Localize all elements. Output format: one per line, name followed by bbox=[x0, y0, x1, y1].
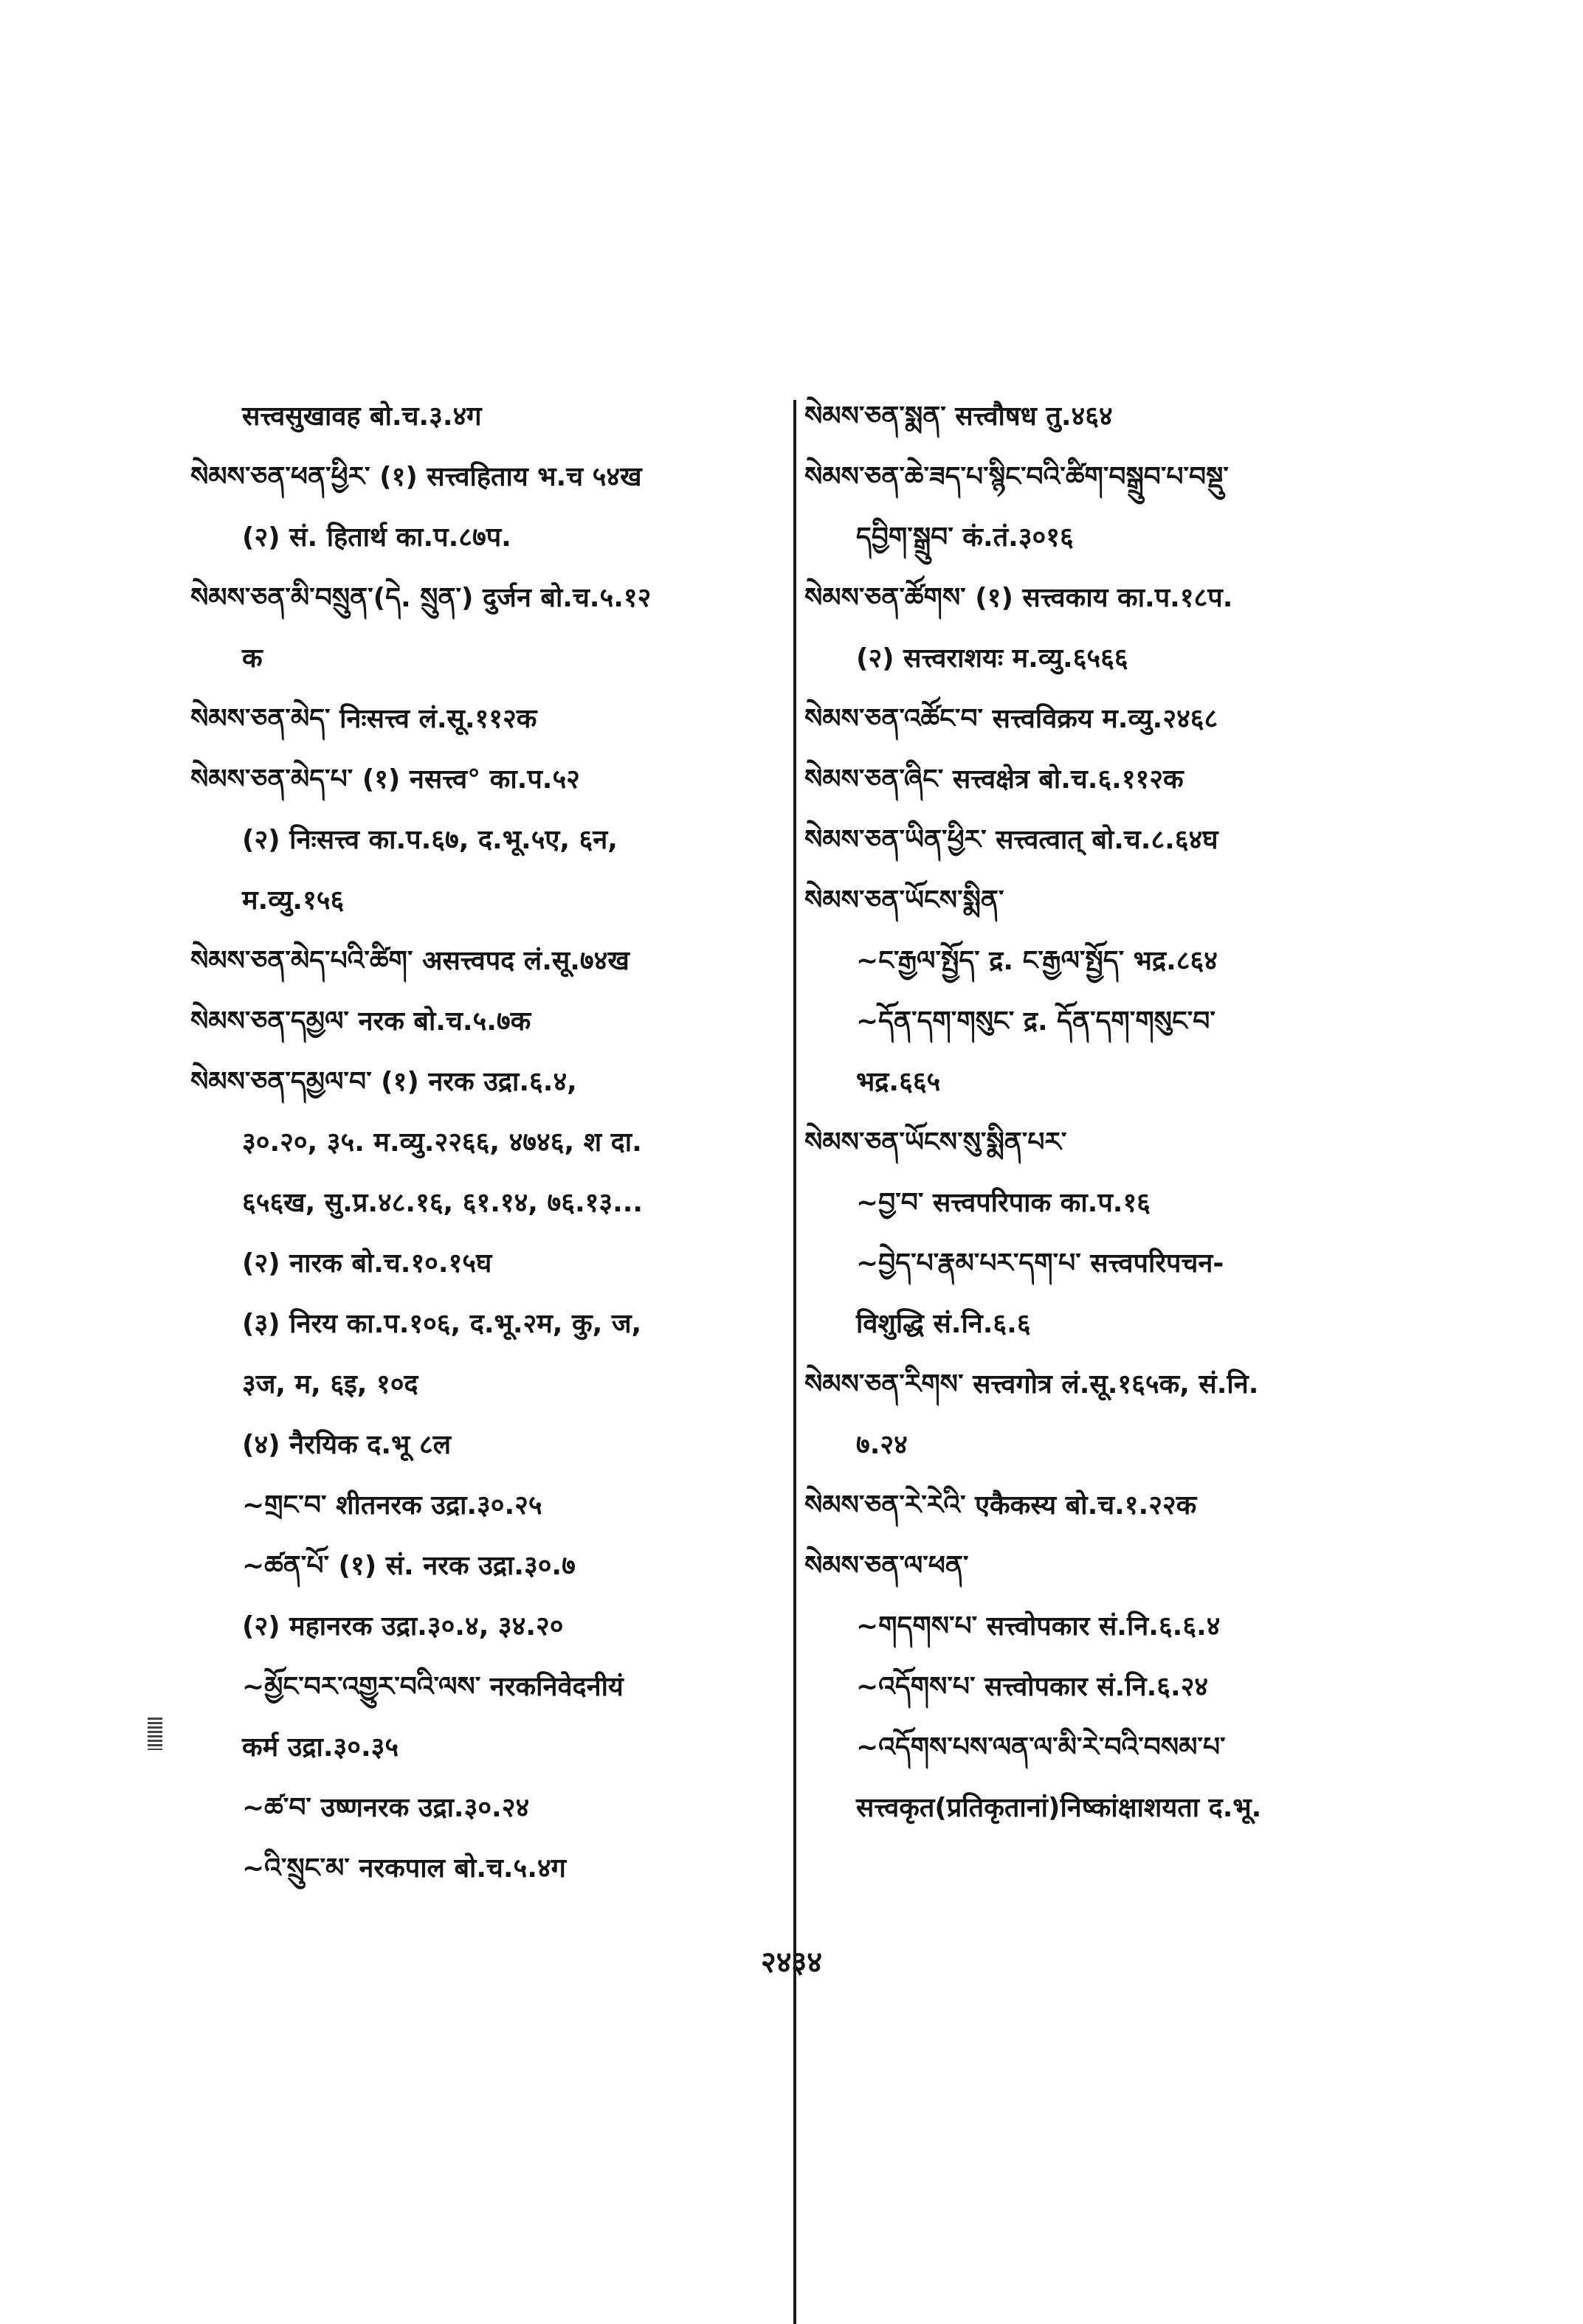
dictionary-entry-line: ३०.२०, ३५. म.व्यु.२२६६, ४७४६, श दा. bbox=[242, 1127, 642, 1158]
dictionary-entry-line: ~ང་རྒྱལ་སྤྱོད་ द्र. ང་རྒྱལ་སྤྱོད་ भद्र.८६४ bbox=[856, 946, 1218, 976]
dictionary-entry-line: (२) सत्त्वराशयः म.व्यु.६५६६ bbox=[856, 643, 1128, 674]
dictionary-entry-line: (२) निःसत्त्व का.प.६७, द.भू.५ए, ६न, bbox=[242, 825, 618, 855]
dictionary-entry-line: དབྱིག་སྒྲུབ་ कं.तं.३०१६ bbox=[856, 522, 1074, 553]
dictionary-entry-line: (३) निरय का.प.१०६, द.भू.२म, कु, ज, bbox=[242, 1309, 642, 1339]
dictionary-entry-line: སེམས་ཅན་མེད་ निःसत्त्व लं.सू.११२क bbox=[190, 704, 537, 734]
dictionary-entry-line: སེམས་ཅན་ཕན་ཕྱིར་ (१) सत्त्वहिताय भ.च ५४ख bbox=[190, 462, 642, 492]
dictionary-entry-line: (२) महानरक उद्रा.३०.४, ३४.२० bbox=[242, 1611, 564, 1642]
dictionary-entry-line: (२) नारक बो.च.१०.१५घ bbox=[242, 1248, 492, 1279]
dictionary-entry-line: སེམས་ཅན་ཡོངས་སུ་སྨིན་པར་ bbox=[804, 1127, 1067, 1158]
dictionary-entry-line: भद्र.६६५ bbox=[856, 1067, 941, 1097]
page-number: २४३४ bbox=[760, 1946, 823, 1979]
dictionary-entry-line: म.व्यु.१५६ bbox=[242, 885, 345, 916]
dictionary-entry-line: ~འདོགས་པ་ सत्त्वोपकार सं.नि.६.२४ bbox=[856, 1672, 1209, 1702]
margin-scan-mark bbox=[148, 1718, 162, 1750]
dictionary-entry-line: ~འི་སྲུང་མ་ नरकपाल बो.च.५.४ग bbox=[242, 1853, 566, 1884]
dictionary-entry-line: (२) सं. हितार्थ का.प.८७प. bbox=[242, 522, 511, 553]
dictionary-entry-line: ~འདོགས་པས་ལན་ལ་མི་རེ་བའི་བསམ་པ་ bbox=[856, 1732, 1226, 1763]
dictionary-entry-line: སེམས་ཅན་མི་བསྲུན་(དེ. སྲུན་) दुर्जन बो.च.५.१२ bbox=[190, 583, 652, 613]
dictionary-entry-line: ~བྱེད་པ་རྣམ་པར་དག་པ་ सत्त्वपरिपचन- bbox=[856, 1248, 1224, 1279]
dictionary-entry-line: སེམས་ཅན་ཡིན་ཕྱིར་ सत्त्वत्वात् बो.च.८.६४घ bbox=[804, 825, 1218, 855]
dictionary-entry-line: སེམས་ཅན་མེད་པ་ (१) नसत्त्व° का.प.५२ bbox=[190, 764, 580, 795]
dictionary-entry-line: ७.२४ bbox=[856, 1430, 908, 1460]
dictionary-entry-line: སེམས་ཅན་ཡོངས་སྨིན་ bbox=[804, 885, 1004, 916]
dictionary-entry-line: विशुद्धि सं.नि.६.६ bbox=[856, 1309, 1031, 1339]
dictionary-entry-line: ~ཚ་བ་ उष्णनरक उद्रा.३०.२४ bbox=[242, 1793, 530, 1823]
dictionary-entry-line: ३ज, म, ६इ, १०द bbox=[242, 1369, 418, 1400]
dictionary-entry-line: སེམས་ཅན་འཚོང་བ་ सत्त्वविक्रय म.व्यु.२४६८ bbox=[804, 704, 1218, 734]
dictionary-entry-line: སེམས་ཅན་ལ་ཕན་ bbox=[804, 1551, 969, 1581]
dictionary-entry-line: ६५६ख, सु.प्र.४८.१६, ६१.१४, ७६.१३... bbox=[242, 1188, 644, 1218]
dictionary-entry-line: སེམས་ཅན་དམྱལ་ नरक बो.च.५.७क bbox=[190, 1006, 531, 1037]
dictionary-entry-line: सत्त्वसुखावह बो.च.३.४ग bbox=[242, 401, 482, 432]
dictionary-entry-line: སེམས་ཅན་མེད་པའི་ཚིག་ असत्त्वपद लं.सू.७४ख bbox=[190, 946, 630, 976]
dictionary-entry-line: ~གདགས་པ་ सत्त्वोपकार सं.नि.६.६.४ bbox=[856, 1611, 1221, 1642]
dictionary-entry-line: སེམས་ཅན་རིགས་ सत्त्वगोत्र लं.सू.१६५क, सं.नि. bbox=[804, 1369, 1259, 1400]
dictionary-entry-line: (४) नैरयिक द.भू ८ल bbox=[242, 1430, 452, 1460]
dictionary-entry-line: སེམས་ཅན་དམྱལ་བ་ (१) नरक उद्रा.६.४, bbox=[190, 1067, 577, 1097]
dictionary-entry-line: སེམས་ཅན་ཞིང་ सत्त्वक्षेत्र बो.च.६.११२क bbox=[804, 764, 1184, 795]
dictionary-entry-line: सत्त्वकृत(प्रतिकृतानां)निष्कांक्षाशयता द.भू. bbox=[856, 1793, 1262, 1823]
dictionary-entry-line: སེམས་ཅན་སྨན་ सत्त्वौषध तु.४६४ bbox=[804, 401, 1113, 432]
dictionary-entry-line: ~གྲང་བ་ शीतनरक उद्रा.३०.२५ bbox=[242, 1490, 542, 1521]
dictionary-entry-line: སེམས་ཅན་རེ་རེའི་ एकैकस्य बो.च.१.२२क bbox=[804, 1490, 1197, 1521]
dictionary-entry-line: སེམས་ཅན་ཚོགས་ (१) सत्त्वकाय का.प.१८प. bbox=[804, 583, 1233, 613]
dictionary-entry-line: क bbox=[242, 643, 263, 674]
column-divider bbox=[793, 400, 796, 2324]
dictionary-entry-line: ~བྱ་བ་ सत्त्वपरिपाक का.प.१६ bbox=[856, 1188, 1151, 1218]
dictionary-entry-line: ~དོན་དག་གསུང་ द्र. དོན་དག་གསུང་བ་ bbox=[856, 1006, 1215, 1037]
dictionary-entry-line: ~མྱོང་བར་འགྱུར་བའི་ལས་ नरकनिवेदनीयं bbox=[242, 1672, 624, 1702]
dictionary-entry-line: སེམས་ཅན་ཆེ་ཟད་པ་སྙིང་བའི་ཚིག་བསྒྲུབ་པ་བསྡུ་ bbox=[804, 462, 1229, 492]
dictionary-entry-line: कर्म उद्रा.३०.३५ bbox=[242, 1732, 399, 1763]
dictionary-entry-line: ~ཚན་པོ་ (१) सं. नरक उद्रा.३०.७ bbox=[242, 1551, 576, 1581]
